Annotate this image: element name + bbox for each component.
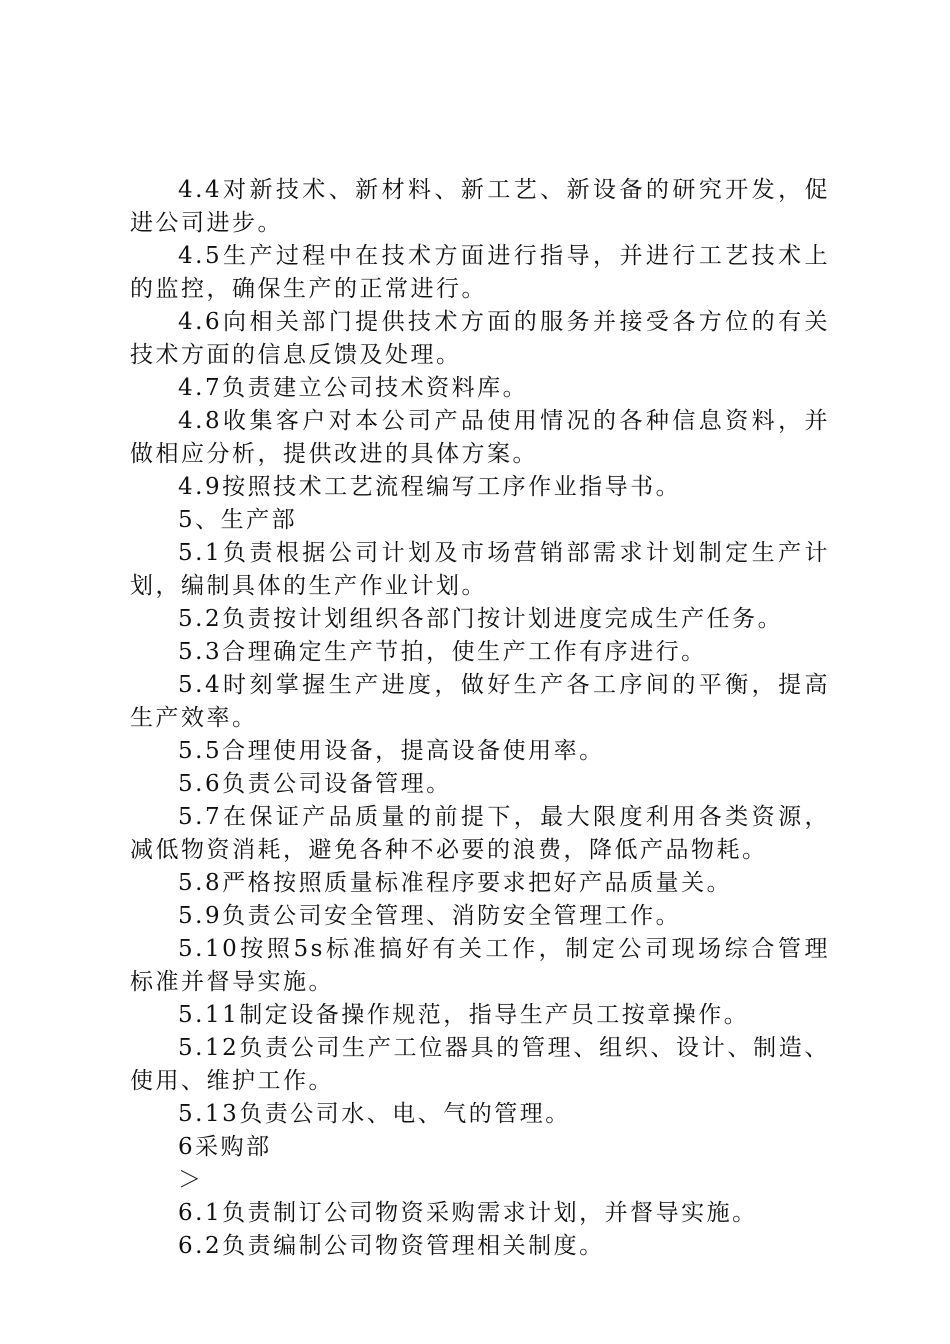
document-body — [130, 174, 830, 1263]
paragraph-5-3: 5.3合理确定生产节拍，使生产工作有序进行。 — [178, 639, 707, 665]
paragraph-5-6: 5.6负责公司设备管理。 — [178, 771, 452, 797]
paragraph-5-8: 5.8严格按照质量标准程序要求把好产品质量关。 — [178, 870, 733, 896]
paragraph-4-5: 4.5生产过程中在技术方面进行指导，并进行工艺技术上的监控，确保生产的正常进行。 — [130, 243, 830, 302]
paragraph-4-6: 4.6向相关部门提供技术方面的服务并接受各方位的有关技术方面的信息反馈及处理。 — [130, 309, 830, 368]
paragraph-5-2: 5.2负责按计划组织各部门按计划进度完成生产任务。 — [178, 606, 784, 632]
paragraph-4-4: 4.4对新技术、新材料、新工艺、新设备的研究开发，促进公司进步。 — [130, 177, 830, 236]
paragraph-4-7: 4.7负责建立公司技术资料库。 — [178, 375, 529, 401]
paragraph-5-5: 5.5合理使用设备，提高设备使用率。 — [178, 738, 605, 764]
stray-symbol: ＞ — [178, 1167, 204, 1193]
paragraph-4-8: 4.8收集客户对本公司产品使用情况的各种信息资料，并做相应分析，提供改进的具体方案。 — [130, 408, 830, 467]
paragraph-5-13: 5.13负责公司水、电、气的管理。 — [178, 1101, 571, 1127]
paragraph-5-4: 5.4时刻掌握生产进度，做好生产各工序间的平衡，提高生产效率。 — [130, 672, 830, 731]
paragraph-5-10: 5.10按照5s标准搞好有关工作，制定公司现场综合管理标准并督导实施。 — [130, 936, 830, 995]
paragraph-6-1: 6.1负责制订公司物资采购需求计划，并督导实施。 — [178, 1200, 758, 1226]
paragraph-5-12: 5.12负责公司生产工位器具的管理、组织、设计、制造、使用、维护工作。 — [130, 1035, 830, 1094]
paragraph-5-7: 5.7在保证产品质量的前提下，最大限度利用各类资源，减低物资消耗，避免各种不必要的浪费，降低产品物耗。 — [130, 804, 830, 863]
paragraph-4-9: 4.9按照技术工艺流程编写工序作业指导书。 — [178, 474, 682, 500]
section-heading-purchasing: 6采购部 — [178, 1134, 272, 1160]
section-heading-production: 5、生产部 — [178, 507, 298, 533]
paragraph-5-11: 5.11制定设备操作规范，指导生产员工按章操作。 — [178, 1002, 750, 1028]
paragraph-5-1: 5.1负责根据公司计划及市场营销部需求计划制定生产计划，编制具体的生产作业计划。 — [130, 540, 830, 599]
paragraph-6-2: 6.2负责编制公司物资管理相关制度。 — [178, 1233, 605, 1259]
paragraph-5-9: 5.9负责公司安全管理、消防安全管理工作。 — [178, 903, 682, 929]
